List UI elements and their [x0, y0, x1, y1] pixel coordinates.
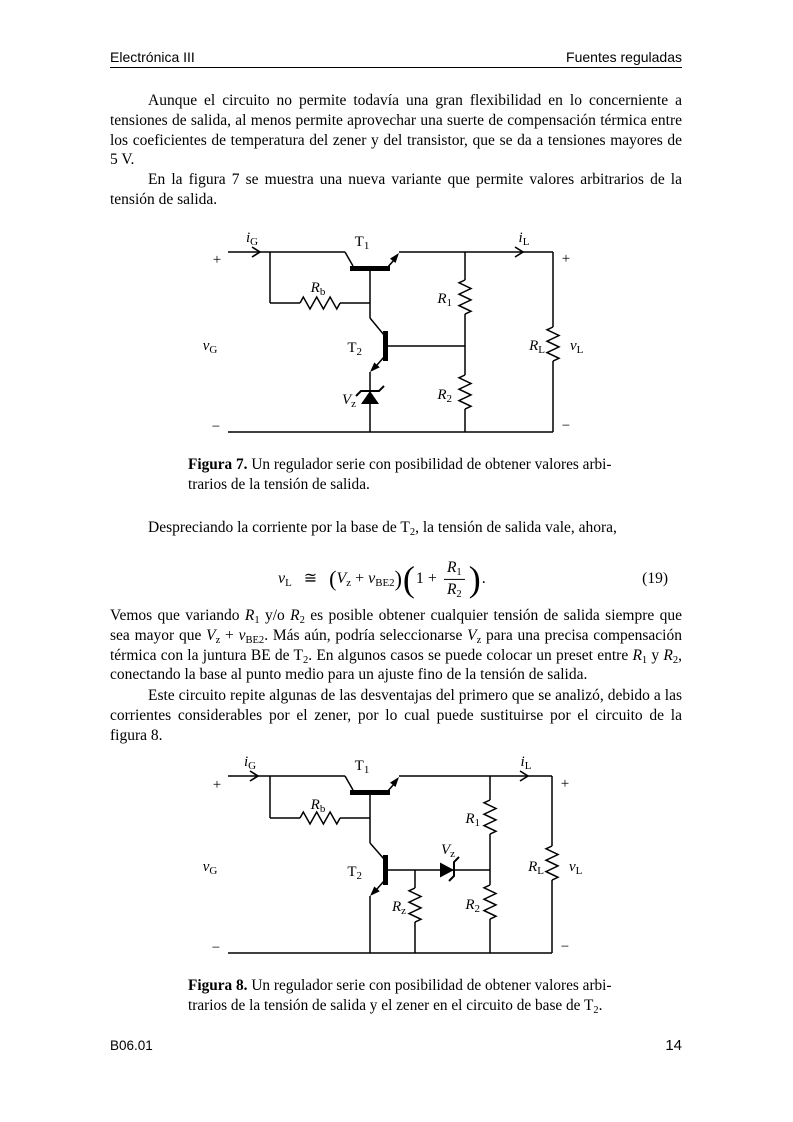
eq-open-paren-2: (	[402, 559, 415, 599]
fig7-minus-right: −	[561, 418, 571, 434]
fig8-resistor-rl	[546, 846, 558, 880]
equation-number: (19)	[642, 570, 668, 587]
eq-close-paren-2: )	[468, 559, 481, 599]
eq-period: .	[481, 570, 486, 587]
figure7-caption-label: Figura 7.	[188, 456, 248, 473]
fig7-plus-left: +	[212, 252, 222, 268]
eq-congruent-sign: ≅	[303, 570, 318, 587]
page-header	[110, 49, 682, 65]
figure8-caption-label: Figura 8.	[188, 977, 248, 994]
fig8-label-r2: $R_2$	[465, 897, 480, 915]
figure7-schematic	[195, 222, 600, 448]
fig8-label-rl: $R_L$	[528, 859, 544, 877]
paragraph-3: Despreciando la corriente por la base de $T_2$, la tensión de salida vale, ahora,	[148, 519, 617, 539]
fig7-transistor-t2	[370, 318, 386, 372]
eq-fraction-numerator: $R_1$	[444, 559, 465, 580]
header-rule	[110, 67, 682, 68]
fig8-resistor-r1	[484, 800, 496, 834]
equation-expression	[278, 559, 486, 599]
fig8-zener-diode-vz	[440, 857, 459, 881]
fig8-label-ig: $i_G$	[243, 754, 257, 772]
fig7-label-vz: $V_z$	[341, 392, 356, 410]
fig7-label-r2: $R_2$	[437, 387, 452, 405]
fig7-minus-left: −	[211, 419, 221, 435]
fig7-label-rl: $R_L$	[529, 338, 545, 356]
fig7-label-ig: $i_G$	[245, 230, 259, 248]
fig8-resistor-rz	[409, 888, 421, 922]
header-section-title: Fuentes reguladas	[566, 49, 682, 65]
fig7-label-r1: $R_1$	[437, 291, 452, 309]
fig8-label-vz: $V_z$	[440, 842, 456, 860]
eq-lhs: $v_L$	[278, 570, 292, 590]
fig8-label-vg: $v_G$	[202, 859, 218, 877]
fig8-transistor-t1	[345, 776, 399, 793]
fig8-wires	[228, 776, 552, 953]
eq-fraction	[444, 559, 465, 599]
fig8-label-il: $i_L$	[520, 754, 532, 772]
fig8-plus-left: +	[212, 777, 222, 793]
fig7-label-rb: $R_b$	[310, 280, 326, 298]
header-course-title: Electrónica III	[110, 49, 195, 65]
footer-document-code: B06.01	[110, 1038, 153, 1053]
equation-19	[110, 548, 682, 610]
fig8-minus-right: −	[560, 939, 570, 955]
eq-open-paren-1: (	[329, 566, 337, 591]
figure8-caption	[188, 976, 624, 1016]
page-footer	[110, 1037, 682, 1054]
fig7-resistor-r2	[459, 375, 471, 409]
fig8-plus-right: +	[560, 776, 570, 792]
fig7-label-t2: $T_2$	[347, 340, 362, 358]
eq-one-plus: 1 +	[415, 570, 441, 587]
figure7-caption-text: Un regulador serie con posibilidad de obtener valores arbi- trarios de la tensión de salida.	[188, 456, 612, 494]
figure8-schematic	[195, 750, 600, 965]
fig8-label-r1: $R_1$	[465, 811, 480, 829]
fig8-transistor-t2	[370, 843, 386, 896]
paragraph-4: Vemos que variando $R_1$ y/o $R_2$ es posible obtener cualquier tensión de salida siempre que sea mayor que $V_z + v_{BE2}$. Más aún, podría seleccionarse $V_z$ para una precisa compensación térmica con la juntura BE de $T_2$. En algunos casos se puede colocar un preset entre $R_1$ y $R_2$, conectando la base al punto medio para un ajuste fino de la tensión de salida.	[110, 607, 682, 684]
eq-factor-1: $V_z + v_{BE2}$	[336, 570, 395, 590]
fig7-label-t1: $T_1$	[354, 234, 370, 252]
figure8-caption-text: Un regulador serie con posibilidad de obtener valores arbi- trarios de la tensión de salida y el zener en el circuito de base de $T_2$.	[188, 977, 612, 1017]
paragraph-2: En la figura 7 se muestra una nueva variante que permite valores arbitrarios de la tensión de salida.	[110, 171, 682, 208]
fig7-label-il: $i_L$	[518, 230, 530, 248]
fig7-label-vg: $v_G$	[202, 338, 218, 356]
fig8-label-rz: $R_z$	[391, 899, 406, 917]
paragraph-1: Aunque el circuito no permite todavía una gran flexibilidad en lo concerniente a tensiones de salida, al menos permite aprovechar una suerte de compensación térmica entre los coeficientes de temperatura del zener y del transistor, que se da a tensiones mayores de 5 V.	[110, 92, 682, 169]
eq-fraction-denominator: $R_2$	[446, 580, 462, 600]
fig7-resistor-rb	[300, 297, 340, 309]
fig7-label-vl: $v_L$	[570, 338, 584, 356]
fig7-plus-right: +	[561, 251, 571, 267]
fig8-label-t2: $T_2$	[347, 864, 362, 882]
fig8-minus-left: −	[211, 940, 221, 956]
fig8-label-vl: $v_L$	[569, 859, 583, 877]
fig7-resistor-r1	[459, 280, 471, 314]
figure7-caption	[188, 455, 624, 495]
fig7-transistor-t1	[345, 252, 399, 269]
eq-close-paren-1: )	[394, 566, 402, 591]
footer-page-number: 14	[665, 1037, 682, 1054]
fig8-label-rb: $R_b$	[310, 797, 326, 815]
fig8-resistor-r2	[484, 885, 496, 919]
fig8-label-t1: $T_1$	[354, 758, 370, 776]
fig7-wires	[228, 252, 553, 432]
fig7-resistor-rl	[547, 327, 559, 361]
paragraph-5: Este circuito repite algunas de las desventajas del primero que se analizó, debido a las corrientes considerables por el zener, por lo cual puede sustituirse por el circuito de la figura 8.	[110, 687, 682, 744]
